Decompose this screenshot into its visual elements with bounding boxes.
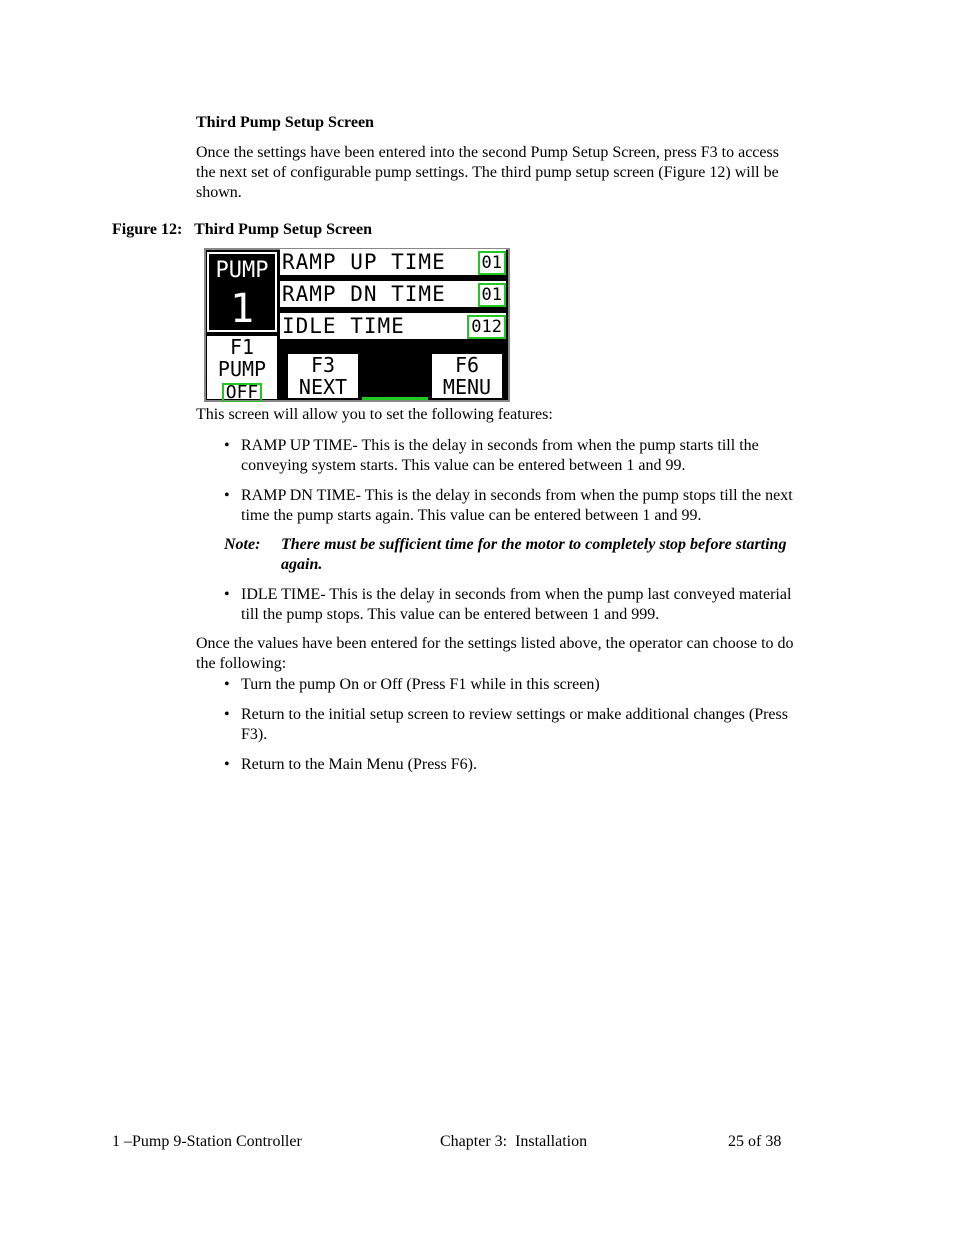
list-item-line: IDLE TIME- This is the delay in seconds from when the pump last conveyed material [241, 586, 792, 603]
intro-line-3: shown. [196, 184, 242, 201]
setting-row-ramp-dn[interactable] [280, 281, 506, 307]
list-item-line: Return to the initial setup screen to review settings or make additional changes (Press [241, 706, 788, 723]
setting-value-field[interactable]: 012 [467, 315, 506, 339]
bullet-icon: • [224, 437, 230, 454]
intro-line-1: Once the settings have been entered into the second Pump Setup Screen, press F3 to access [196, 144, 779, 161]
paragraph-line: Once the values have been entered for the settings listed above, the operator can choose to do [196, 635, 794, 652]
section-heading: Third Pump Setup Screen [196, 114, 374, 131]
pump-number: 1 [229, 286, 255, 332]
footer-center: Chapter 3: Installation [440, 1133, 588, 1150]
setting-value-field[interactable]: 01 [478, 283, 506, 307]
f3-function: NEXT [298, 375, 348, 399]
f6-label: F6 [454, 353, 480, 377]
status-strip [362, 397, 428, 400]
list-item-line: Turn the pump On or Off (Press F1 while in this screen) [241, 676, 600, 693]
pump-setup-lcd-screen [204, 248, 510, 402]
footer-left: 1 –Pump 9-Station Controller [112, 1133, 302, 1150]
intro-paragraph [196, 143, 856, 203]
f3-label: F3 [310, 353, 336, 377]
list-item [224, 486, 844, 526]
pump-indicator [207, 252, 277, 332]
setting-row-idle[interactable] [280, 313, 506, 339]
list-item [224, 705, 844, 745]
list-item-line: RAMP DN TIME- This is the delay in seconds from when the pump stops till the next [241, 487, 793, 504]
list-item-line: conveying system starts. This value can be entered between 1 and 99. [241, 457, 686, 474]
figure-caption: Figure 12: Third Pump Setup Screen [112, 221, 373, 238]
list-item-line: time the pump starts again. This value can be entered between 1 and 99. [241, 507, 702, 524]
bullet-icon: • [224, 756, 230, 773]
list-item [224, 675, 844, 695]
note-label: Note: [224, 536, 261, 553]
after-paragraph [196, 634, 856, 674]
setting-row-ramp-up[interactable] [280, 249, 506, 275]
pump-label: PUMP [215, 258, 269, 283]
f1-label: F1 [229, 335, 255, 359]
paragraph-line: the following: [196, 655, 287, 672]
setting-name: RAMP UP TIME [282, 250, 446, 274]
list-item-line: RAMP UP TIME- This is the delay in seconds from when the pump starts till the [241, 437, 759, 454]
bullet-icon: • [224, 706, 230, 723]
note-line: There must be sufficient time for the motor to completely stop before starting [281, 536, 787, 553]
f1-function: PUMP [217, 357, 267, 381]
list-item-line: F3). [241, 726, 268, 743]
list-item [224, 585, 844, 625]
list-item [224, 755, 844, 775]
note-line: again. [281, 556, 323, 573]
list-item [224, 436, 844, 476]
f3-next-button[interactable] [288, 354, 358, 398]
bullet-icon: • [224, 586, 230, 603]
f1-pump-button[interactable] [207, 335, 277, 402]
list-item-line: till the pump stops. This value can be entered between 1 and 999. [241, 606, 660, 623]
f6-menu-button[interactable] [432, 354, 502, 398]
list-item-line: Return to the Main Menu (Press F6). [241, 756, 477, 773]
features-intro: This screen will allow you to set the following features: [196, 406, 553, 423]
setting-value-field[interactable]: 01 [478, 251, 506, 275]
note-block [224, 535, 844, 575]
pump-state-badge: OFF [222, 383, 263, 402]
intro-line-2: the next set of configurable pump settings. The third pump setup screen (Figure 12) will be [196, 164, 779, 181]
bullet-icon: • [224, 676, 230, 693]
f6-function: MENU [442, 375, 492, 399]
setting-name: IDLE TIME [282, 314, 405, 338]
setting-name: RAMP DN TIME [282, 282, 446, 306]
footer-page-number: 25 of 38 [728, 1133, 782, 1150]
bullet-icon: • [224, 487, 230, 504]
